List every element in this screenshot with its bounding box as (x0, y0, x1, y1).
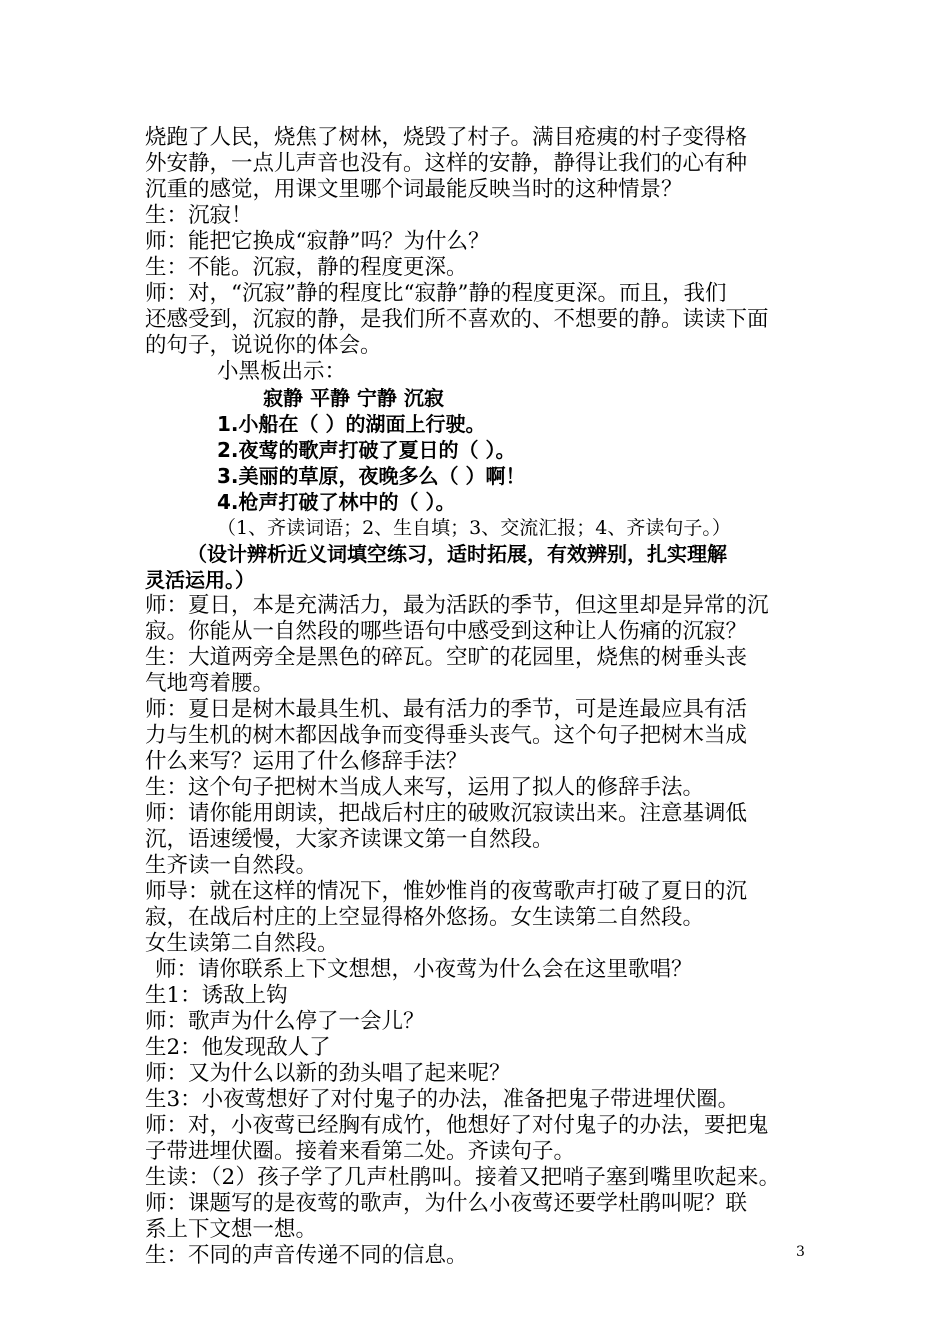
teacher-line: 的句子，说说你的体会。 (145, 333, 382, 358)
student-answer: 生：不能。沉寂，静的程度更深。 (145, 255, 468, 280)
teacher-line: 师：对，“沉寂”静的程度比“寂静”静的程度更深。而且，我们 (145, 281, 727, 306)
page-number: 3 (796, 1244, 805, 1260)
teacher-question: 师：歌声为什么停了一会儿？ (145, 1009, 425, 1034)
student-answer: 生：沉寂！ (145, 203, 253, 228)
word-bank: 寂静 平静 宁静 沉寂 (263, 386, 444, 410)
teacher-line: 师导：就在这样的情况下，惟妙惟肖的夜莺歌声打破了夏日的沉 (145, 879, 748, 904)
student-answer: 气地弯着腰。 (145, 671, 275, 696)
teacher-line: 力与生机的树木都因战争而变得垂头丧气。这个句子把树木当成 (145, 723, 748, 748)
teacher-line: 子带进埋伏圈。接着来看第二处。齐读句子。 (145, 1139, 576, 1164)
design-note: 灵活运用。） (145, 568, 255, 592)
teacher-question: 师：请你联系上下文想想，小夜莺为什么会在这里歌唱？ (155, 957, 693, 982)
teacher-line: 师：夏日，本是充满活力，最为活跃的季节，但这里却是异常的沉 (145, 593, 769, 618)
teacher-line: 师：对，小夜莺已经胸有成竹，他想好了对付鬼子的办法，要把鬼 (145, 1113, 769, 1138)
text-line: 外安静，一点儿声音也没有。这样的安静，静得让我们的心有种 (145, 151, 748, 176)
teacher-question: 师：能把它换成“寂静”吗？为什么？ (145, 229, 490, 254)
design-note: （设计辨析近义词填空练习，适时拓展，有效辨别，扎实理解 (187, 542, 727, 566)
teacher-line: 师：请你能用朗读，把战后村庄的破败沉寂读出来。注意基调低 (145, 801, 748, 826)
student-answer: 生1：诱敌上钩 (145, 983, 288, 1008)
exercise-sentence: 2.夜莺的歌声打破了夏日的（ ）。 (217, 438, 516, 462)
student-reading: 生读：（2）孩子学了几声杜鹃叫。接着又把哨子塞到嘴里吹起来。 (145, 1165, 781, 1190)
teacher-line: 什么来写？运用了什么修辞手法？ (145, 749, 468, 774)
lesson-text (145, 125, 825, 1269)
text-line: 沉重的感觉，用课文里哪个词最能反映当时的这种情景？ (145, 177, 683, 202)
student-answer: 生3：小夜莺想好了对付鬼子的办法，准备把鬼子带进埋伏圈。 (145, 1087, 740, 1112)
teacher-question: 师：课题写的是夜莺的歌声，为什么小夜莺还要学杜鹃叫呢？联 (145, 1191, 748, 1216)
teacher-line: 寂，在战后村庄的上空显得格外悠扬。女生读第二自然段。 (145, 905, 705, 930)
student-action: 生齐读一自然段。 (145, 853, 318, 878)
teacher-line: 还感受到，沉寂的静，是我们所不喜欢的、不想要的静。读读下面 (145, 307, 769, 332)
teacher-question: 师：又为什么以新的劲头唱了起来呢？ (145, 1061, 511, 1086)
exercise-sentence: 4.枪声打破了林中的（ ）。 (217, 490, 456, 514)
student-action: 女生读第二自然段。 (145, 931, 339, 956)
teacher-line: 寂。你能从一自然段的哪些语句中感受到这种让人伤痛的沉寂？ (145, 619, 748, 644)
text-line: 烧跑了人民，烧焦了树林，烧毁了村子。满目疮痍的村子变得格 (145, 125, 748, 150)
student-answer: 生：这个句子把树木当成人来写，运用了拟人的修辞手法。 (145, 775, 705, 800)
student-answer: 生：不同的声音传递不同的信息。 (145, 1243, 468, 1268)
student-answer: 生2：他发现敌人了 (145, 1035, 331, 1060)
steps-note: （1、齐读词语；2、生自填；3、交流汇报；4、齐读句子。） (217, 517, 731, 539)
student-answer: 生：大道两旁全是黑色的碎瓦。空旷的花园里，烧焦的树垂头丧 (145, 645, 748, 670)
blackboard-heading: 小黑板出示： (217, 359, 347, 384)
teacher-line: 师：夏日是树木最具生机、最有活力的季节，可是连最应具有活 (145, 697, 748, 722)
exercise-sentence: 1.小船在（ ）的湖面上行驶。 (217, 412, 486, 436)
teacher-question: 系上下文想一想。 (145, 1217, 318, 1242)
teacher-line: 沉，语速缓慢，大家齐读课文第一自然段。 (145, 827, 554, 852)
exercise-sentence: 3.美丽的草原，夜晚多么（ ）啊！ (217, 464, 526, 488)
